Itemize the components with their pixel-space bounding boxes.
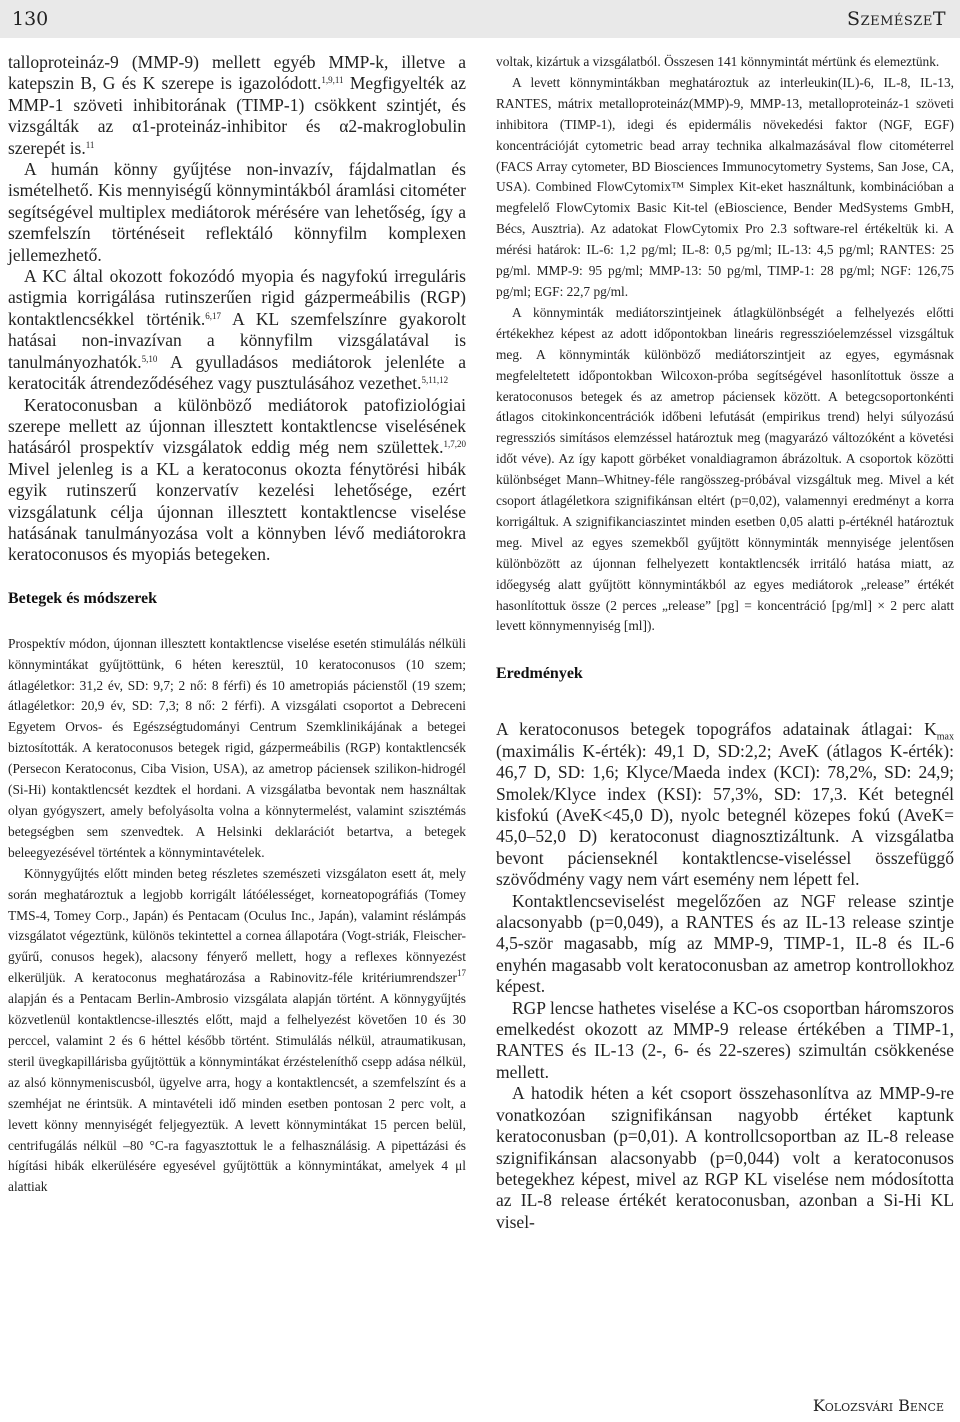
citation: 6,17: [205, 310, 221, 321]
intro-paragraph-2: A humán könny gyűjtése non-invazív, fájdalmatlan és ismételhető. Kis mennyiségű könnymintákból áramlási citométer segítségével multiplex mediátorok mérésére van lehetőség, így a szemfelszín történéseit reflektáló könnyfilm komplexen jellemezhető.: [8, 159, 466, 265]
methods-paragraph-4: A levett könnymintákban meghatároztuk az interleukin(IL)-6, IL-8, IL-13, RANTES, mátrix metalloproteináz(MMP)-9, MMP-13, metalloproteináz-1 szöveti inhibitora (TIMP-1), idegi és epidermális növekedési faktor (NGF, EGF) koncentrációját cytometric bead array technika alkalmazásával flow citométerrel (FACS Array cytometer, BD Biosciences Immunocytometry Systems, San Jose, CA, USA). Combined FlowCytomix™ Simplex Kit-eket használtunk, kombinációban a megfelelő FlowCytomix Basic Kit-tel (eBioscience, Bender MedSystems GmbH, Bécs, Ausztria). Az adatokat FlowCytomix Pro 2.3 software-rel értékeltük ki. A mérési határok: IL-6: 1,2 pg/ml; IL-8: 0,5 pg/ml; IL-13: 4,5 pg/ml; RANTES: 25 pg/ml. MMP-9: 95 pg/ml; MMP-13: 50 pg/ml, TIMP-1: 28 pg/ml; NGF: 126,75 pg/ml; EGF: 22,7 pg/ml.: [496, 74, 954, 299]
results-paragraph-4: A hatodik héten a két csoport összehasonlítva az MMP-9-re vonatkozóan szignifikánsan nagyobb értéket kaptunk keratoconusban (p=0,01). A kontrollcsoportban az IL-8 release szignifikánsan alacsonyabb (p=0,044) volt a keratoconusos betegekhez képest, mivel az RGP KL viselése nem módosította az IL-8 release értékét keratoconusban, azonban a Si-Hi KL visel-: [496, 1083, 954, 1232]
author-footer: Kolozsvári Bence: [812, 1396, 944, 1415]
results-paragraph-1: A keratoconusos betegek topográfos adatainak átlagai: $K_{max}$ (maximális K-érték): 49,1 D, SD:2,2; AveK (átlagos K-érték): 46,7 D, SD: 1,6; Klyce/Maeda index (KCI): 78,2%, SD: 24,9; Smolek/Klyce index (KSI): 57,3%, SD: 17,3. Két betegnél kisfokú (AveK<45,0 D), nyolc betegnél közepes fokú (AveK= 45,0–52,0 D) keratoconust diagnosztizáltunk. A vizsgálatba bevont pácienseknél kontaktlencse-viseléssel összefüggő szövődmény vagy nem várt esemény nem lépett fel.: [496, 719, 954, 890]
results-paragraph-2: Kontaktlencseviselést megelőzően az NGF release szintje alacsonyabb (p=0,049), a RANTES és az IL-13 release szintje 4,5-ször magasabb, míg az MMP-9, TIMP-1, IL-8 és IL-6 enyhén magasabb volt keratoconusban az ametrop kontrollokhoz képest.: [496, 890, 954, 997]
results-heading: Eredmények: [496, 665, 583, 683]
methods-heading: Betegek és módszerek: [8, 589, 157, 607]
citation: 17: [457, 968, 466, 979]
subscript: max: [936, 731, 954, 743]
methods-paragraph-5: A könnyminták mediátorszintjeinek átlagkülönbségét a felhelyezés előtti értékekhez képest az adott időpontokban lineáris regresszióelemzéssel vizsgáltuk meg. A könnyminták különböző mediátorszintjeit az egyes, egymásnak megfeleltetett időpontokban Wilcoxon-próba segítségével hasonlítottuk össze a keratoconusos betegek és az ametrop páciensek között. A betegcsoportonkénti átlagos citokinkoncentrációk időbeni lefutását (empirikus trend) helyi súlyozású regressziós simításos elemzéssel határoztuk meg (magyarázó változóként a követési időt véve). Az így kapott görbéket vonaldiagramon ábrázoltuk. A csoportok közötti különbséget Mann–Whitney-féle rangösszeg-próbával vizsgáltuk meg. Mivel a két csoport átlagéletkora szignifikánsan eltért (p=0,02), valamennyi eredményt a korra korrigáltuk. A szignifikanciaszintet minden esetben 0,05 alatti p-értéknél határoztuk meg. Mivel az egyes szemekből gyűjtött könnyminták mennyisége jelentősen különbözött az újonnan felhelyezett kontaktlencsék irritáló hatása miatt, az időegység alatt gyűjtött könnymintákból az egyes mediátorok „release” értékét hasonlítottuk össze (2 perces „release” [pg] = koncentráció [pg/ml] × 2 perc alatt levett könnymennyiség [ml]).: [496, 304, 954, 634]
methods-paragraph-2: Könnygyűjtés előtt minden beteg részletes szemészeti vizsgálaton esett át, mely során meghatároztuk a legjobb korrigált látóélességet, korneatopográfiás (Tomey TMS-4, Tomey Corp., Japán) és Pentacam (Oculus Inc., Japán), valamint réslámpás vizsgálatot végeztünk, különös tekintettel a cornea állapotára (Vogt-striák, Fleischer-gyűrű, conusos hegek), alacsony fényerő mellett, hogy a reflexes könnyezést elkerüljük. A keratoconus meghatározása a Rabinovitz-féle kritériumrendszer$^{17}$ alapján és a Pentacam Berlin-Ambrosio vizsgálata alapján történt. A könnygyűjtés közvetlenül kontaktlencse-illesztés előtt, majd a felhelyezést követően 10 és 30 perccel, valamint 2 és 6 héttel később történt. Stimulálás nélkül, atraumatikusan, steril üvegkapillárisba gyűjtöttük a könnymintákat érzésteleníthő csepp adása nélkül, az alsó könnymeniscusból, ügyelve arra, hogy a kontaktlencsét, a szemfelszínt és a szemhéjat ne érintsük. A mintavételi idő minden esetben pontosan 2 perc volt, a levett könny mennyiségét feljegyeztük. A levett könnymintákat 15 percen belül, centrifugálás nélkül –80 °C-ra fagyasztottuk le a felhasználásig. A pipettázási és hígítási hibák elkerülésére egyesével gyűjtöttük a könnymintákat, amelyek 4 μl alattiak: [8, 865, 466, 1195]
results-paragraph-3: RGP lencse hathetes viselése a KC-os csoportban háromszoros emelkedést okozott az MMP-9 release értékében a TIMP-1, RANTES és IL-13 (2-, 6- és 22-szeres) szimultán csökkenése mellett.: [496, 997, 954, 1082]
left-column: [8, 52, 466, 1198]
citation: 5,11,12: [421, 375, 449, 386]
page-header: [0, 0, 960, 38]
methods-paragraph-3: voltak, kizártuk a vizsgálatból. Összesen 141 könnymintát mértünk és elemeztünk.: [496, 54, 940, 69]
right-column: [496, 52, 954, 1233]
citation: 11: [85, 139, 95, 150]
intro-paragraph-4: Keratoconusban a különböző mediátorok patofiziológiai szerepe mellett az újonnan illesztett kontaktlencse viselésének hatásáról prospektív vizsgálatok eddig még nem születtek.$^{1,7,20}$ Mivel jelenleg is a KL a keratoconus okozta fénytörési hibák egyik rutinszerű konzervatív kezelési lehetősége, ezért vizsgálatunk célja újonnan illesztett kontaktlencse viselése hatásának tanulmányozása volt a könnyben lévő mediátorokra keratoconusos és myopiás betegeken.: [8, 394, 466, 565]
journal-title: SzemészeT: [847, 8, 946, 30]
intro-paragraph-3: A KC által okozott fokozódó myopia és nagyfokú irreguláris astigmia korrigálása rutinszerűen rigid gázpermeábilis (RGP) kontaktlencsékkel történik.$^{6,17}$ A KL szemfelszínre gyakorolt hatásai non-invazívan a könnyfilm vizsgálatával is tanulmányozhatók.$^{5,10}$ A gyulladásos mediátorok jelenléte a keratociták átrendeződéséhez vagy pusztulásához vezethet.$^{5,11,12}$: [8, 266, 467, 394]
citation: 1,7,20: [443, 439, 466, 450]
methods-paragraph-1: Prospektív módon, újonnan illesztett kontaktlencse viselése esetén stimulálás nélküli könnymintákat gyűjtöttünk, 6 héten keresztül, 10 keratoconusos (10 szem; átlagéletkor: 31,2 év, SD: 9,7; 2 nő: 8 férfi) és 10 ametropiás pácienstől (19 szem; átlagéletkor: 20,9 év, SD: 7,3; 8 nő: 2 férfi). A vizsgálati csoportot a Debreceni Egyetem Orvos- és Egészségtudományi Centrum Szemklinikájának a betegei biztosították. A keratoconusos betegek rigid, gázpermeábilis (RGP) kontaktlencsék (Persecon Keratoconus, Ciba Vision, USA), az ametrop páciensek szilikon-hidrogél (Si-Hi) kontaktlencsét kezdtek el hordani. A vizsgálatba bevontak nem használtak olyan gyógyszert, amely befolyásolta volna a könnytermelést, valamint szisztémás betegségben sem szenvedtek. A Helsinki deklarációt betartva, a betegek beleegyezésével történtek a könnymintavételek.: [8, 635, 466, 860]
intro-paragraph-1: talloproteináz-9 (MMP-9) mellett egyéb MMP-k, illetve a katepszin B, G és K szerepe is igazolódott.$^{1,9,11}$ Megfigyelték az MMP-1 szöveti inhibitorának (TIMP-1) csökkent szintjét, és vizsgálták az α1-proteináz-inhibitor és α2-makroglobulin szerepét is.$^{11}$: [8, 52, 466, 158]
citation: 1,9,11: [321, 75, 344, 86]
citation: 5,10: [141, 353, 158, 364]
page-number: 130: [12, 8, 49, 30]
